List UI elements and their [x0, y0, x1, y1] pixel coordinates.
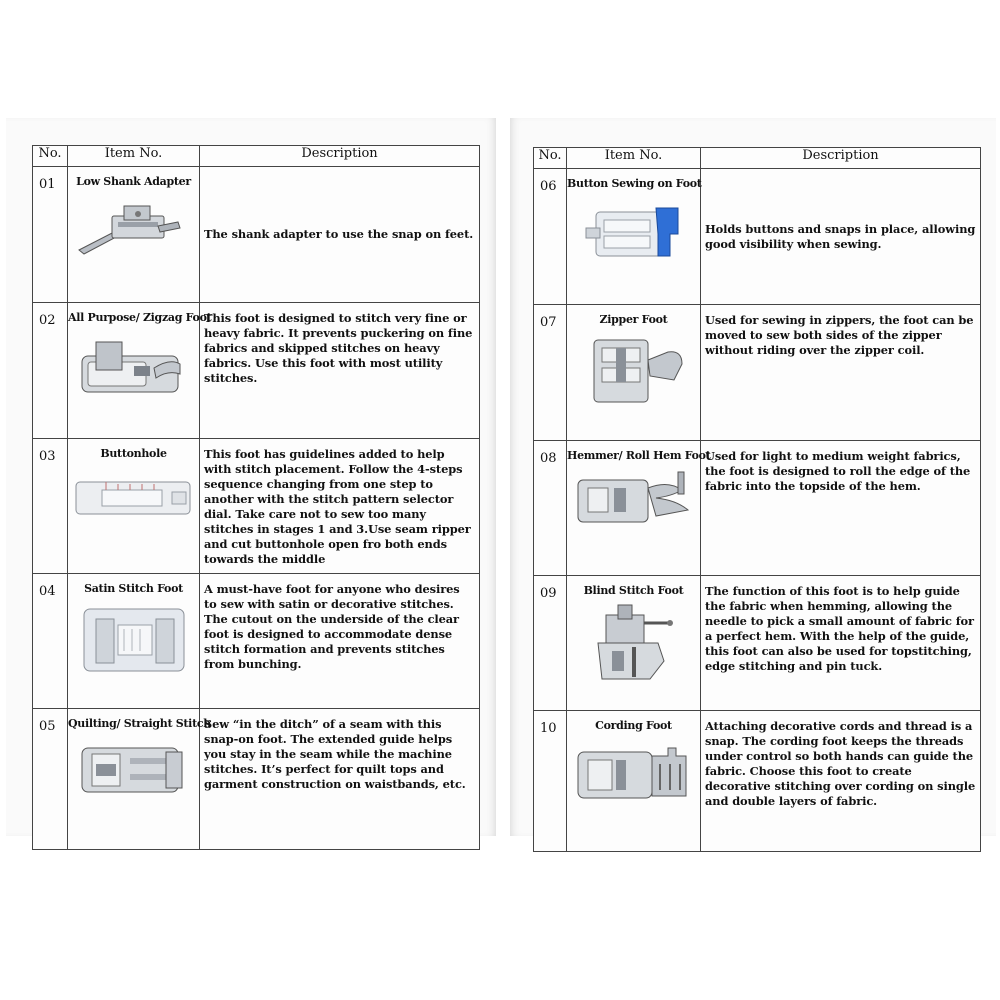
low-shank-adapter-image [74, 192, 194, 262]
blind-stitch-foot-image [572, 601, 696, 685]
item-description: A must-have foot for anyone who desires to sew with satin or decorative stitches. The cutout on the underside of the clear foot is designed to accommodate dense stitch formation and prevents stitches from bunching. [200, 574, 480, 709]
item-name: Button Sewing on Foot [567, 177, 702, 190]
buttonhole-foot-image [72, 464, 196, 534]
item-name: All Purpose/ Zigzag Foot [68, 311, 212, 324]
item-description: The shank adapter to use the snap on feet. [200, 167, 480, 303]
table-row [33, 439, 480, 574]
table-row [33, 709, 480, 850]
item-name: Hemmer/ Roll Hem Foot [567, 449, 711, 462]
header-no: No. [33, 146, 68, 167]
item-description: This foot is designed to stitch very fine or heavy fabric. It prevents puckering on fine fabrics and skipped stitches on heavy fabrics. Use this foot with most utility stitches. [200, 303, 480, 439]
table-row [534, 305, 981, 441]
table-row [534, 169, 981, 305]
item-name: Quilting/ Straight Stitch [68, 717, 211, 730]
hemmer-foot-image [572, 466, 696, 536]
item-number: 05 [33, 709, 68, 850]
satin-stitch-foot-image [74, 599, 194, 677]
item-number: 03 [33, 439, 68, 574]
cording-foot-image [572, 736, 696, 812]
item-number: 01 [33, 167, 68, 303]
item-number: 10 [534, 711, 567, 852]
item-name: Zipper Foot [599, 313, 668, 326]
item-description: Holds buttons and snaps in place, allowing good visibility when sewing. [701, 169, 981, 305]
item-description: Used for sewing in zippers, the foot can be moved to sew both sides of the zipper without riding over the zipper coil. [701, 305, 981, 441]
right-presser-foot-table [533, 147, 981, 852]
item-number: 08 [534, 441, 567, 576]
item-description: Attaching decorative cords and thread is a snap. The cording foot keeps the threads under control so both hands can guide the fabric. Choose this foot to create decorative stitching over cording on single and double layers of fabric. [701, 711, 981, 852]
table-header-row [33, 146, 480, 167]
item-number: 04 [33, 574, 68, 709]
item-name: Low Shank Adapter [76, 175, 191, 188]
item-number: 09 [534, 576, 567, 711]
item-description: Used for light to medium weight fabrics, the foot is designed to roll the edge of the fabric into the topside of the hem. [701, 441, 981, 576]
zipper-foot-image [574, 330, 694, 408]
table-row [33, 303, 480, 439]
page-gutter [496, 118, 510, 836]
item-number: 07 [534, 305, 567, 441]
zigzag-foot-image [74, 328, 194, 400]
table-header-row [534, 148, 981, 169]
table-row [534, 576, 981, 711]
item-number: 06 [534, 169, 567, 305]
button-sewing-foot-image [574, 194, 694, 270]
item-description: Sew “in the ditch” of a seam with this snap-on foot. The extended guide helps you stay in the seam while the machine stitches. It’s perfect for quilt tops and garment construction on waistbands, etc. [200, 709, 480, 850]
quilting-foot-image [74, 734, 194, 804]
left-presser-foot-table [32, 145, 480, 850]
item-name: Cording Foot [595, 719, 672, 732]
item-name: Buttonhole [100, 447, 167, 460]
table-row [33, 574, 480, 709]
header-item: Item No. [68, 146, 200, 167]
item-name: Blind Stitch Foot [583, 584, 684, 597]
header-description: Description [701, 148, 981, 169]
item-number: 02 [33, 303, 68, 439]
item-description: The function of this foot is to help guide the fabric when hemming, allowing the needle to pick a small amount of fabric for a perfect hem. With the help of the guide, this foot can also be used for topstitching, edge stitching and pin tuck. [701, 576, 981, 711]
header-description: Description [200, 146, 480, 167]
item-name: Satin Stitch Foot [84, 582, 183, 595]
table-row [534, 711, 981, 852]
table-row [33, 167, 480, 303]
table-row [534, 441, 981, 576]
item-description: This foot has guidelines added to help with stitch placement. Follow the 4-steps sequence changing from one step to another with the stitch pattern selector dial. Take care not to sew too many stitches in stages 1 and 3.Use seam ripper and cut buttonhole open fro both ends towards the middle [200, 439, 480, 574]
header-item: Item No. [567, 148, 701, 169]
header-no: No. [534, 148, 567, 169]
